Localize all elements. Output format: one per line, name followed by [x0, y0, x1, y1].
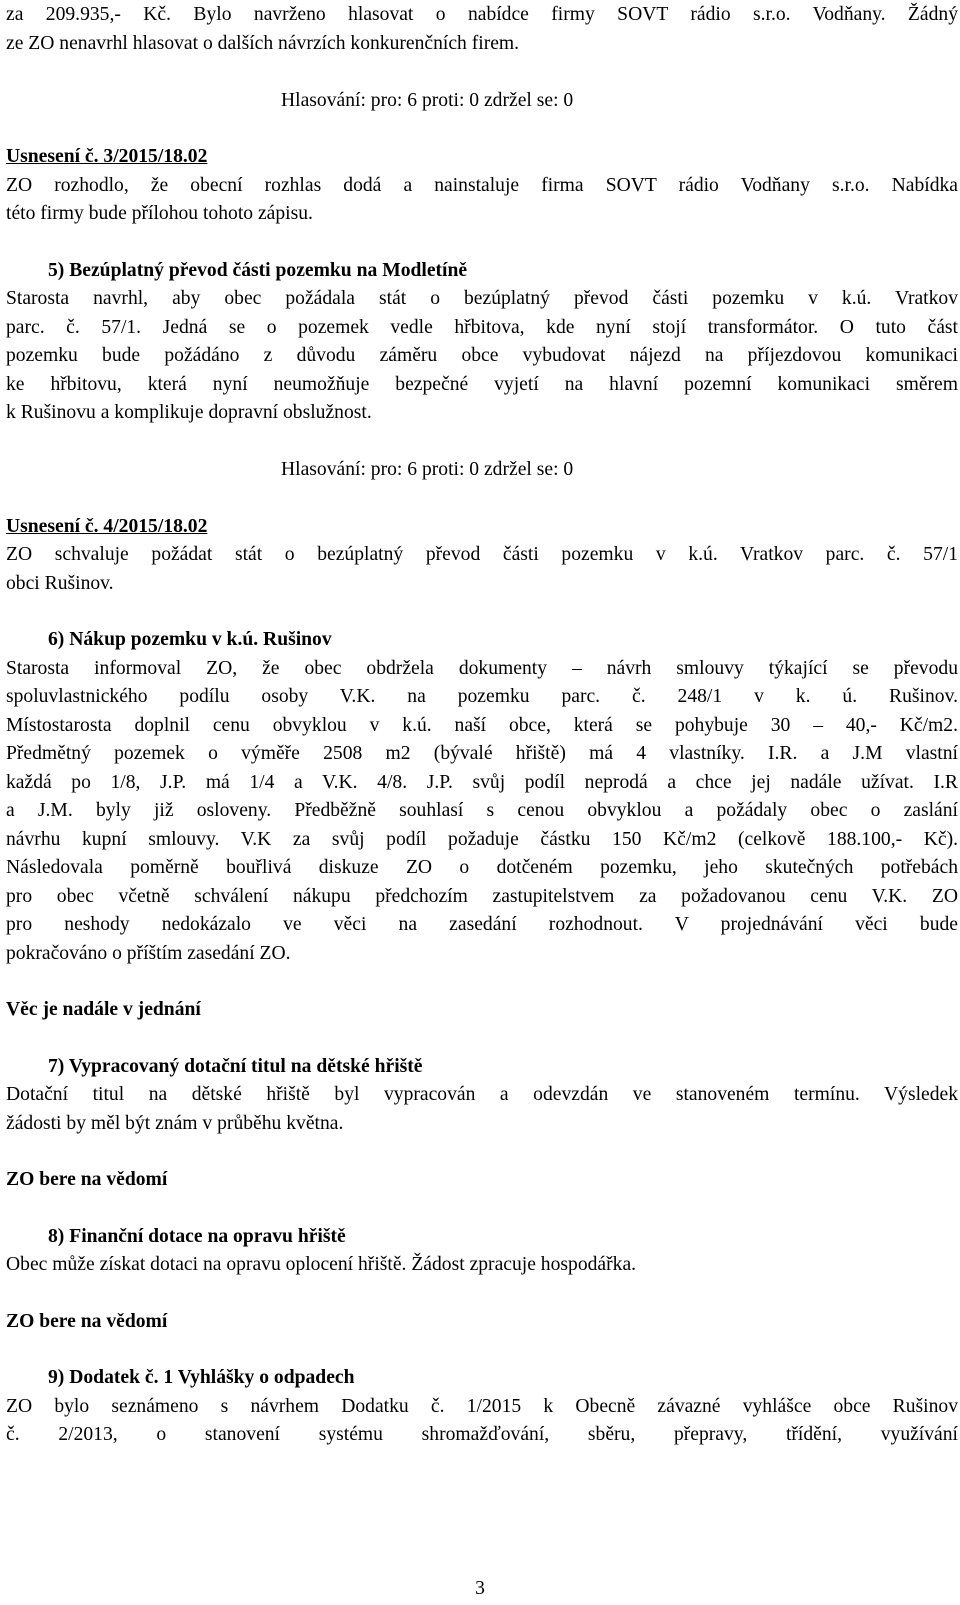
resolution-3-line-2: této firmy bude přílohou tohoto zápisu.	[6, 203, 313, 224]
section-6-line-6: a J.M. byly již osloveny. Předběžně souhlasí s cenou obvyklou a požádaly obec o zaslání	[6, 800, 958, 821]
vote-result-1: Hlasování: pro: 6 proti: 0 zdržel se: 0	[281, 90, 574, 111]
section-6-line-10: pro neshody nedokázalo ve věci na zasedání rozhodnout. V projednávání věci bude	[6, 914, 958, 935]
section-6-heading: 6) Nákup pozemku v k.ú. Rušinov	[48, 629, 332, 650]
resolution-4-line-1: ZO schvaluje požádat stát o bezúplatný převod části pozemku v k.ú. Vratkov parc. č. 57/1	[6, 544, 958, 565]
section-7-line-1: Dotační titul na dětské hřiště byl vypracován a odevzdán ve stanoveném termínu. Výsledek	[6, 1084, 958, 1105]
resolution-4-line-2: obci Rušinov.	[6, 573, 114, 594]
section-9-line-2: č. 2/2013, o stanovení systému shromažďování, sběru, přepravy, třídění, využívání	[6, 1424, 958, 1445]
section-8-heading: 8) Finanční dotace na opravu hřiště	[48, 1226, 346, 1247]
resolution-4-title: Usnesení č. 4/2015/18.02	[6, 516, 208, 537]
section-6-line-3: Místostarosta doplnil cenu obvyklou v k.ú. naší obce, která se pohybuje 30 – 40,- Kč/m2.	[6, 715, 958, 736]
section-5-line-1: Starosta navrhl, aby obec požádala stát o bezúplatný převod části pozemku v k.ú. Vratkov	[6, 288, 958, 309]
section-9-line-1: ZO bylo seznámeno s návrhem Dodatku č. 1/2015 k Obecně závazné vyhlášce obce Rušinov	[6, 1396, 958, 1417]
section-6-line-11: pokračováno o příštím zasedání ZO.	[6, 943, 291, 964]
section-6-conclusion: Věc je nadále v jednání	[6, 999, 201, 1020]
section-6-line-7: návrhu kupní smlouvy. V.K za svůj podíl požaduje částku 150 Kč/m2 (celkově 188.100,- Kč).	[6, 829, 958, 850]
section-6-line-9: pro obec včetně schválení nákupu předchozím zastupitelstvem za požadovanou cenu V.K. ZO	[6, 886, 958, 907]
section-7-heading: 7) Vypracovaný dotační titul na dětské hřiště	[48, 1056, 423, 1077]
section-6-line-5: každá po 1/8, J.P. má 1/4 a V.K. 4/8. J.P. svůj podíl neprodá a chce jej nadále užívat. I.R	[6, 772, 958, 793]
section-5-line-5: k Rušinovu a komplikuje dopravní obslužnost.	[6, 402, 372, 423]
section-9-heading: 9) Dodatek č. 1 Vyhlášky o odpadech	[48, 1367, 355, 1388]
page-number: 3	[475, 1578, 485, 1599]
resolution-3-title: Usnesení č. 3/2015/18.02	[6, 146, 208, 167]
section-7-conclusion: ZO bere na vědomí	[6, 1169, 168, 1190]
resolution-3-line-1: ZO rozhodlo, že obecní rozhlas dodá a nainstaluje firma SOVT rádio Vodňany s.r.o. Nabídka	[6, 175, 958, 196]
section-6-line-8: Následovala poměrně bouřlivá diskuze ZO o dotčeném pozemku, jeho skutečných potřebách	[6, 857, 958, 878]
section-5-line-4: ke hřbitovu, která nyní neumožňuje bezpečné vyjetí na hlavní pozemní komunikaci směrem	[6, 374, 958, 395]
section-8-line-1: Obec může získat dotaci na opravu oplocení hřiště. Žádost zpracuje hospodářka.	[6, 1254, 637, 1275]
vote-result-2: Hlasování: pro: 6 proti: 0 zdržel se: 0	[281, 459, 574, 480]
section-6-line-4: Předmětný pozemek o výměře 2508 m2 (bývalé hřiště) má 4 vlastníky. I.R. a J.M vlastní	[6, 743, 958, 764]
section-7-line-2: žádosti by měl být znám v průběhu května.	[6, 1113, 344, 1134]
section-6-line-1: Starosta informoval ZO, že obec obdržela dokumenty – návrh smlouvy týkající se převodu	[6, 658, 958, 679]
section-6-line-2: spoluvlastnického podílu osoby V.K. na pozemku parc. č. 248/1 v k. ú. Rušinov.	[6, 686, 958, 707]
intro-line-2: ze ZO nenavrhl hlasovat o dalších návrzích konkurenčních firem.	[6, 33, 520, 54]
section-5-line-2: parc. č. 57/1. Jedná se o pozemek vedle hřbitova, kde nyní stojí transformátor. O tuto část	[6, 317, 958, 338]
section-5-line-3: pozemku bude požádáno z důvodu záměru obce vybudovat nájezd na příjezdovou komunikaci	[6, 345, 958, 366]
intro-line-1: za 209.935,- Kč. Bylo navrženo hlasovat o nabídce firmy SOVT rádio s.r.o. Vodňany. Žádný	[6, 4, 958, 25]
section-5-heading: 5) Bezúplatný převod části pozemku na Modletíně	[48, 260, 468, 281]
section-8-conclusion: ZO bere na vědomí	[6, 1311, 168, 1332]
